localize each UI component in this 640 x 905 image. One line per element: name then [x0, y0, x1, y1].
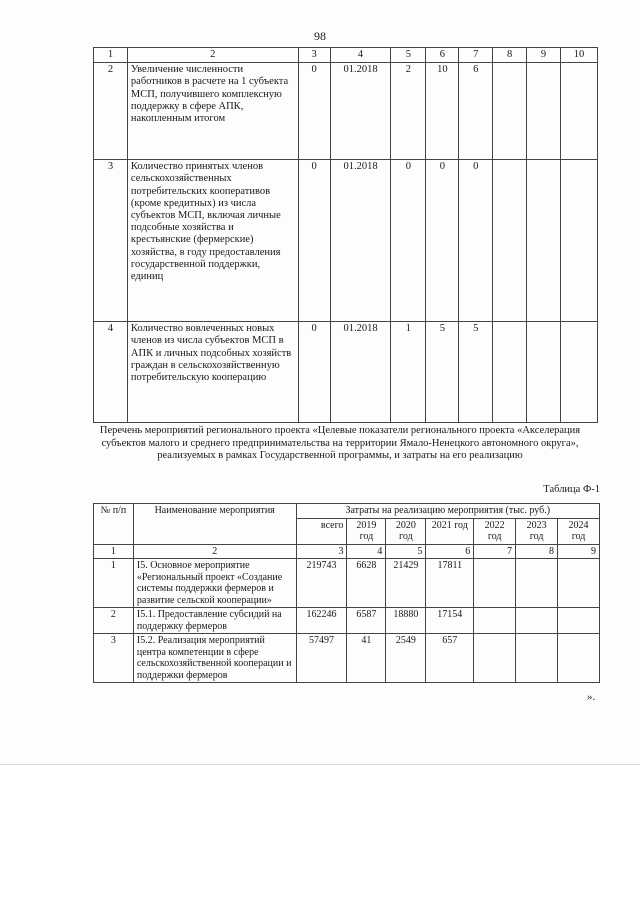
cost-total: 219743 [296, 559, 347, 608]
header-cell: 4 [330, 48, 391, 63]
colnum-cell: 5 [386, 544, 426, 559]
indicator-name: Увеличение численности работников в расчете на 1 субъекта МСП, получившего комплексную поддержку в сфере АПК, накопленным итогом [127, 63, 298, 160]
cell-value [561, 63, 598, 160]
cost-2022 [474, 634, 516, 683]
cost-2023 [516, 608, 558, 634]
row-number: 3 [94, 634, 134, 683]
indicator-name: Количество вовлеченных новых членов из числа субъектов МСП в АПК и личных подсобных хозяйств граждан в сельскохозяйственную потребительскую кооперацию [127, 322, 298, 423]
colnum-cell: 4 [347, 544, 386, 559]
cell-value [527, 63, 561, 160]
table-row [94, 634, 600, 683]
cost-total: 162246 [296, 608, 347, 634]
cell-value [561, 322, 598, 423]
colnum-cell: 9 [558, 544, 600, 559]
cost-2020: 2549 [386, 634, 426, 683]
cell-date: 01.2018 [330, 160, 391, 322]
costs-colnum-row [94, 544, 600, 559]
colnum-cell: 6 [426, 544, 474, 559]
header-cell: 10 [561, 48, 598, 63]
cell-value: 0 [391, 160, 426, 322]
activity-name: I5. Основное мероприятие «Региональный проект «Создание системы поддержки фермеров и развитие сельской кооперации» [133, 559, 296, 608]
colnum-cell: 8 [516, 544, 558, 559]
cost-2020: 18880 [386, 608, 426, 634]
colnum-cell: 7 [474, 544, 516, 559]
header-year: 2023 год [516, 518, 558, 544]
cell-value: 5 [426, 322, 459, 423]
cell-value [493, 63, 527, 160]
header-year: 2021 год [426, 518, 474, 544]
header-cell: 9 [527, 48, 561, 63]
indicators-table [93, 47, 598, 423]
cell-value: 0 [298, 63, 330, 160]
closing-quote: ». [587, 691, 596, 703]
cost-2023 [516, 559, 558, 608]
cell-value: 0 [298, 160, 330, 322]
activity-name: I5.1. Предоставление субсидий на поддержку фермеров [133, 608, 296, 634]
cost-2022 [474, 608, 516, 634]
cost-2021: 17154 [426, 608, 474, 634]
header-total: всего [296, 518, 347, 544]
header-cell: 2 [127, 48, 298, 63]
cost-2020: 21429 [386, 559, 426, 608]
header-cell: 8 [493, 48, 527, 63]
row-number: 4 [94, 322, 128, 423]
cell-value: 5 [459, 322, 493, 423]
cell-value: 10 [426, 63, 459, 160]
cell-value: 0 [459, 160, 493, 322]
cost-2019: 6628 [347, 559, 386, 608]
cost-total: 57497 [296, 634, 347, 683]
cost-2019: 6587 [347, 608, 386, 634]
table-row [94, 322, 598, 423]
activity-name: I5.2. Реализация мероприятий центра компетенции в сфере сельскохозяйственной кооперации и поддержки фермеров [133, 634, 296, 683]
costs-header-row [94, 504, 600, 519]
table-row [94, 608, 600, 634]
row-number: 3 [94, 160, 128, 322]
cost-2024 [558, 608, 600, 634]
header-year: 2020 год [386, 518, 426, 544]
cell-value: 0 [426, 160, 459, 322]
header-year: 2022 год [474, 518, 516, 544]
header-cell: 5 [391, 48, 426, 63]
table-row [94, 559, 600, 608]
cell-value: 1 [391, 322, 426, 423]
table-row [94, 160, 598, 322]
cost-2019: 41 [347, 634, 386, 683]
header-cell: 6 [426, 48, 459, 63]
cell-value [493, 322, 527, 423]
header-cell: 7 [459, 48, 493, 63]
cost-2021: 17811 [426, 559, 474, 608]
header-costs: Затраты на реализацию мероприятия (тыс. руб.) [296, 504, 599, 519]
cell-date: 01.2018 [330, 322, 391, 423]
cell-value: 2 [391, 63, 426, 160]
header-cell: 1 [94, 48, 128, 63]
indicator-name: Количество принятых членов сельскохозяйственных потребительских кооперативов (кроме кредитных) из числа субъектов МСП, включая личные подсобные хозяйства и крестьянские (фермерские) хозяйства, в году предоставления государственной поддержки, единиц [127, 160, 298, 322]
colnum-cell: 2 [133, 544, 296, 559]
row-number: 1 [94, 559, 134, 608]
cost-2024 [558, 634, 600, 683]
cell-value [493, 160, 527, 322]
cost-2022 [474, 559, 516, 608]
table-label: Таблица Ф-1 [543, 484, 600, 495]
page-number: 98 [314, 29, 326, 43]
cost-2023 [516, 634, 558, 683]
section-caption: Перечень мероприятий регионального проекта «Целевые показатели регионального проекта «Акселерация субъектов малого и среднего предпринимательства на территории Ямало-Ненецкого автономного округа», реализуемых в рамках Государственной программы, и затраты на его реализацию [99, 425, 581, 461]
cell-value [527, 160, 561, 322]
cost-2024 [558, 559, 600, 608]
indicators-header-row [94, 48, 598, 63]
row-number: 2 [94, 63, 128, 160]
cell-value: 6 [459, 63, 493, 160]
cell-value [527, 322, 561, 423]
header-num: № п/п [94, 504, 134, 545]
colnum-cell: 3 [296, 544, 347, 559]
header-year: 2024 год [558, 518, 600, 544]
cell-value: 0 [298, 322, 330, 423]
colnum-cell: 1 [94, 544, 134, 559]
cell-date: 01.2018 [330, 63, 391, 160]
header-year: 2019 год [347, 518, 386, 544]
header-cell: 3 [298, 48, 330, 63]
cost-2021: 657 [426, 634, 474, 683]
header-name: Наименование мероприятия [133, 504, 296, 545]
costs-table [93, 503, 600, 683]
cell-value [561, 160, 598, 322]
table-row [94, 63, 598, 160]
row-number: 2 [94, 608, 134, 634]
